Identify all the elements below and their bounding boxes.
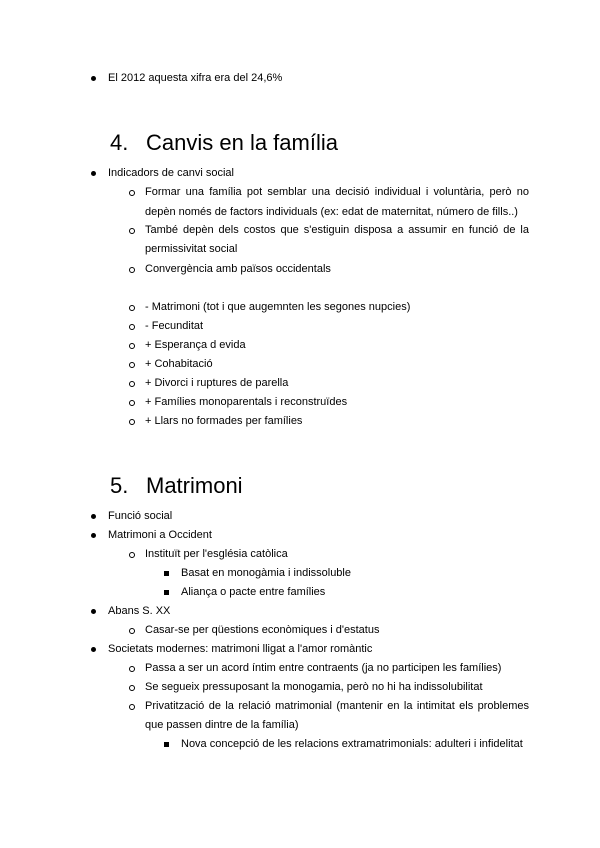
change-item: + Cohabitació: [145, 358, 213, 370]
section-4-heading: [110, 130, 338, 156]
bullet-circle: [129, 362, 135, 368]
bullet-circle: [129, 190, 135, 196]
bullet-disc: [91, 533, 96, 538]
list-item: Basat en monogàmia i indissoluble: [181, 567, 351, 579]
bullet-circle: [129, 381, 135, 387]
bullet-disc: [91, 647, 96, 652]
list-item: Abans S. XX: [108, 605, 171, 617]
bullet-circle: [129, 628, 135, 634]
intro-item: El 2012 aquesta xifra era del 24,6%: [108, 72, 283, 84]
bullet-circle: [129, 267, 135, 273]
list-item: També depèn dels costos que s'estiguin disposa a assumir en funció de la: [145, 224, 529, 236]
bullet-disc: [91, 609, 96, 614]
bullet-circle: [129, 305, 135, 311]
list-item: Societats modernes: matrimoni lligat a l'amor romàntic: [108, 643, 373, 655]
bullet-circle: [129, 343, 135, 349]
list-item: Formar una família pot semblar una decisió individual i voluntària, però no: [145, 186, 529, 198]
list-item-continuation: permissivitat social: [145, 243, 238, 255]
list-item: Matrimoni a Occident: [108, 529, 212, 541]
bullet-square: [164, 742, 169, 747]
change-item: + Famílies monoparentals i reconstruïdes: [145, 396, 348, 408]
list-item: Instituït per l'església catòlica: [145, 548, 288, 560]
change-item: - Fecunditat: [145, 320, 204, 332]
bullet-circle: [129, 324, 135, 330]
bullet-circle: [129, 704, 135, 710]
bullet-disc: [91, 514, 96, 519]
bullet-circle: [129, 400, 135, 406]
list-item: Nova concepció de les relacions extramatrimonials: adulteri i infidelitat: [181, 738, 523, 750]
list-item: Passa a ser un acord íntim entre contraents (ja no participen les famílies): [145, 662, 502, 674]
bullet-circle: [129, 685, 135, 691]
list-item: Convergència amb països occidentals: [145, 263, 331, 275]
list-item: Se segueix pressuposant la monogamia, però no hi ha indissolubilitat: [145, 681, 483, 693]
bullet-circle: [129, 419, 135, 425]
change-item: + Divorci i ruptures de parella: [145, 377, 289, 389]
bullet-square: [164, 571, 169, 576]
change-item: + Esperança d evida: [145, 339, 246, 351]
bullet-disc: [91, 171, 96, 176]
bullet-square: [164, 590, 169, 595]
indicators-label: Indicadors de canvi social: [108, 167, 234, 179]
section-title: Canvis en la família: [146, 130, 338, 155]
list-item: Funció social: [108, 510, 173, 522]
bullet-circle: [129, 552, 135, 558]
section-5-heading: [110, 473, 243, 499]
change-item: - Matrimoni (tot i que augemnten les segones nupcies): [145, 301, 411, 313]
list-item: Aliança o pacte entre famílies: [181, 586, 326, 598]
bullet-circle: [129, 666, 135, 672]
bullet-disc: [91, 76, 96, 81]
section-title: Matrimoni: [146, 473, 243, 498]
bullet-circle: [129, 228, 135, 234]
change-item: + Llars no formades per famílies: [145, 415, 303, 427]
section-number: 4.: [110, 130, 129, 155]
list-item: Casar-se per qüestions econòmiques i d'estatus: [145, 624, 380, 636]
list-item: Privatització de la relació matrimonial (mantenir en la intimitat els problemes: [145, 700, 529, 712]
section-number: 5.: [110, 473, 129, 498]
list-item-continuation: que passen dintre de la família): [145, 719, 299, 731]
list-item-continuation: depèn només de factors individuals (ex: edat de maternitat, número de fills..): [145, 206, 518, 218]
